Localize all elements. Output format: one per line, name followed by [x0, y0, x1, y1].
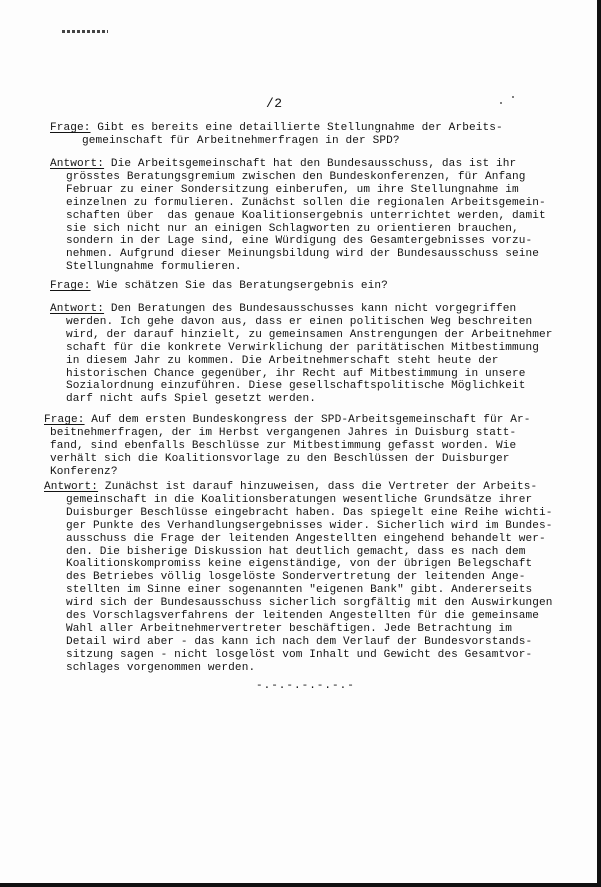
answer-text: Die Arbeitsgemeinschaft hat den Bundesausschuss, das ist ihr — [104, 158, 517, 170]
question-line: Konferenz? — [50, 465, 118, 478]
answer-line: grösstes Beratungsgremium zwischen den Bundeskonferenzen, für Anfang — [66, 170, 526, 183]
answer-label: Antwort: — [44, 481, 99, 493]
answer-line: sie sich nicht nur an einigen Schlagworten zu orientieren brauchen, — [66, 222, 519, 235]
scan-speck — [512, 96, 514, 98]
question-line: verhält sich die Koalitionsvorlage zu den Beschlüssen der Duisburger — [50, 452, 510, 465]
answer-block — [50, 303, 570, 406]
question-line — [44, 414, 564, 427]
answer-line — [50, 158, 570, 171]
answer-line: stellten im Sinne einer sogenannten "eigenen Bank" gibt. Andererseits — [66, 584, 533, 597]
question-line: fand, sind ebenfalls Beschlüsse zur Mitbestimmung gefasst worden. Wie — [50, 439, 517, 452]
answer-line: den. Die bisherige Diskussion hat deutlich gemacht, dass es nach dem — [66, 545, 526, 558]
answer-label: Antwort: — [50, 158, 105, 170]
answer-line: sondern in der Lage sind, eine Würdigung des Gesamtergebnisses vorzu- — [66, 235, 533, 248]
answer-label: Antwort: — [50, 303, 105, 315]
answer-line: Februar zu einer Sondersitzung einberufen, um ihre Stellungnahme im — [66, 183, 519, 196]
question-text: Wie schätzen Sie das Beratungsergebnis ein? — [90, 280, 388, 292]
answer-line: Stellungnahme formulieren. — [66, 261, 242, 274]
question-line: gemeinschaft für Arbeitnehmerfragen in der SPD? — [82, 134, 400, 147]
answer-line: wird sich der Bundesausschuss sicherlich sorgfältig mit den Auswirkungen — [66, 597, 553, 610]
answer-line: Sozialordnung einzuführen. Diese gesellschaftspolitische Möglichkeit — [66, 380, 526, 393]
header-scan-mark — [62, 30, 108, 33]
answer-line: werden. Ich gehe davon aus, dass er einen politischen Weg beschreiten — [66, 315, 533, 328]
end-mark: -.-.-.-.-.-.- — [256, 680, 355, 692]
scan-speck — [500, 102, 502, 104]
answer-line — [50, 303, 570, 316]
answer-line: schaften über das genaue Koalitionsergebnis unterrichtet werden, damit — [66, 209, 546, 222]
answer-line: wird, der darauf hinzielt, zu gemeinsamen Anstrengungen der Arbeitnehmer — [66, 328, 553, 341]
question-block — [50, 280, 570, 293]
answer-text: Zunächst ist darauf hinzuweisen, dass die Vertreter der Arbeits- — [98, 481, 538, 493]
page-number: /2 — [266, 96, 283, 111]
answer-line: Wahl aller Arbeitnehmervertreter beschäftigen. Jede Betrachtung im — [66, 622, 512, 635]
answer-line: Detail wird aber - das kann ich nach dem Verlauf der Bundesvorstands- — [66, 635, 533, 648]
question-label: Frage: — [50, 122, 91, 134]
answer-line: schaft für die konkrete Verwirklichung der paritätischen Mitbestimmung — [66, 341, 540, 354]
question-label: Frage: — [44, 414, 85, 426]
answer-line: Koalitionskompromiss keine eigenständige, von der übrigen Belegschaft — [66, 558, 533, 571]
answer-line: schlages vorgenommen werden. — [66, 661, 256, 674]
question-block — [50, 122, 570, 148]
answer-line: ger Punkte des Verhandlungsergebnisses wider. Sicherlich wird im Bundes- — [66, 519, 553, 532]
answer-line: Duisburger Beschlüsse eingebracht haben. Das spiegelt eine Reihe wichti- — [66, 506, 553, 519]
question-line — [50, 280, 570, 293]
answer-line: des Vorschlagsverfahrens der leitenden Angestellten für die gemeinsame — [66, 610, 540, 623]
answer-line: gemeinschaft in die Koalitionsberatungen wesentliche Grundsätze ihrer — [66, 493, 533, 506]
answer-line — [44, 481, 564, 494]
question-label: Frage: — [50, 280, 91, 292]
answer-line: einzelnen zu formulieren. Zunächst sollen die regionalen Arbeitsgemein- — [66, 196, 546, 209]
answer-block — [44, 481, 564, 675]
question-line: beitnehmerfragen, der im Herbst vergangenen Jahres in Duisburg statt- — [50, 426, 517, 439]
answer-line: des Betriebes völlig losgelöste Sondervertretung der leitenden Ange- — [66, 571, 526, 584]
question-text: Auf dem ersten Bundeskongress der SPD-Arbeitsgemeinschaft für Ar- — [84, 414, 531, 426]
question-block — [44, 414, 564, 479]
answer-line: darf nicht aufs Spiel gesetzt werden. — [66, 393, 317, 406]
answer-line: historischen Chance gegenüber, ihr Recht auf Mitbestimmung in unsere — [66, 367, 526, 380]
question-text: Gibt es bereits eine detaillierte Stellungnahme der Arbeits- — [90, 122, 503, 134]
answer-block — [50, 158, 570, 274]
answer-line: sitzung sagen - nicht losgelöst vom Inhalt und Gewicht des Gesamtvor- — [66, 648, 533, 661]
answer-line: nehmen. Aufgrund dieser Meinungsbildung wird der Bundesausschuss seine — [66, 248, 540, 261]
answer-line: ausschuss die Frage der leitenden Angestellten eingehend behandelt wer- — [66, 532, 546, 545]
answer-line: in diesem Jahr zu kommen. Die Arbeitnehmerschaft steht heute der — [66, 354, 499, 367]
question-line — [50, 122, 570, 135]
answer-text: Den Beratungen des Bundesausschusses kann nicht vorgegriffen — [104, 303, 517, 315]
